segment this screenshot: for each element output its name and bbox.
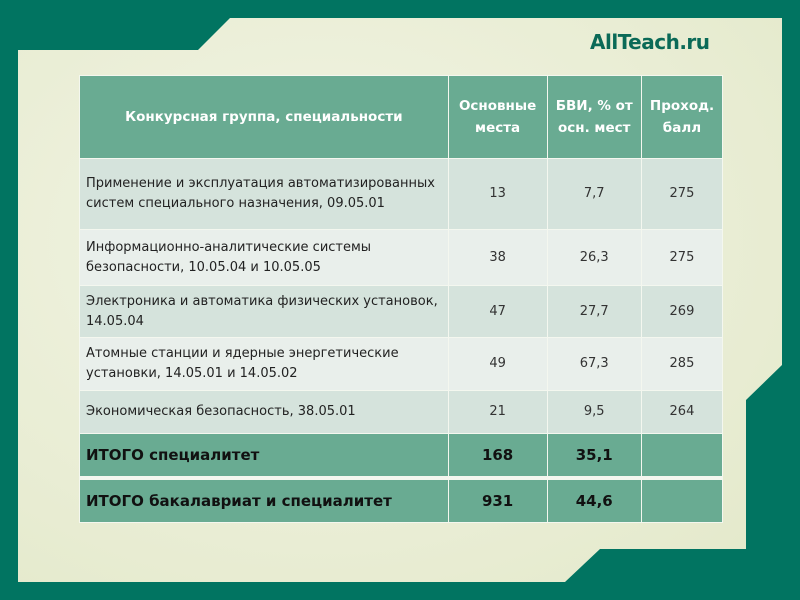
total-row-all xyxy=(80,478,723,523)
table-row xyxy=(80,159,723,230)
header-group: Конкурсная группа, специальности xyxy=(80,76,449,159)
row-name: Экономическая безопасность, 38.05.01 xyxy=(80,391,449,434)
row-score: 275 xyxy=(641,159,722,230)
row-name: Атомные станции и ядерные энергетические установки, 14.05.01 и 14.05.02 xyxy=(80,338,449,391)
row-places: 38 xyxy=(448,230,547,286)
header-score: Проход. балл xyxy=(641,76,722,159)
row-places: 49 xyxy=(448,338,547,391)
row-name: Электроника и автоматика физических установок, 14.05.04 xyxy=(80,286,449,338)
row-name: Применение и эксплуатация автоматизированных систем специального назначения, 09.05.01 xyxy=(80,159,449,230)
row-score: 264 xyxy=(641,391,722,434)
total-places: 168 xyxy=(448,434,547,479)
header-places: Основные места xyxy=(448,76,547,159)
total-places: 931 xyxy=(448,478,547,523)
row-bvi: 9,5 xyxy=(547,391,641,434)
row-bvi: 7,7 xyxy=(547,159,641,230)
row-score: 275 xyxy=(641,230,722,286)
total-name: ИТОГО специалитет xyxy=(80,434,449,479)
row-bvi: 26,3 xyxy=(547,230,641,286)
row-places: 47 xyxy=(448,286,547,338)
row-places: 21 xyxy=(448,391,547,434)
row-name: Информационно-аналитические системы безопасности, 10.05.04 и 10.05.05 xyxy=(80,230,449,286)
total-score xyxy=(641,434,722,479)
total-name: ИТОГО бакалавриат и специалитет xyxy=(80,478,449,523)
table-row xyxy=(80,338,723,391)
table-row xyxy=(80,286,723,338)
total-bvi: 44,6 xyxy=(547,478,641,523)
row-bvi: 67,3 xyxy=(547,338,641,391)
row-score: 285 xyxy=(641,338,722,391)
table-row xyxy=(80,230,723,286)
site-logo: AllTeach.ru xyxy=(590,30,710,54)
admission-table xyxy=(79,75,723,523)
total-bvi: 35,1 xyxy=(547,434,641,479)
row-bvi: 27,7 xyxy=(547,286,641,338)
row-places: 13 xyxy=(448,159,547,230)
row-score: 269 xyxy=(641,286,722,338)
total-row-specialist xyxy=(80,434,723,479)
total-score xyxy=(641,478,722,523)
table-row xyxy=(80,391,723,434)
table-header-row xyxy=(80,76,723,159)
header-bvi: БВИ, % от осн. мест xyxy=(547,76,641,159)
